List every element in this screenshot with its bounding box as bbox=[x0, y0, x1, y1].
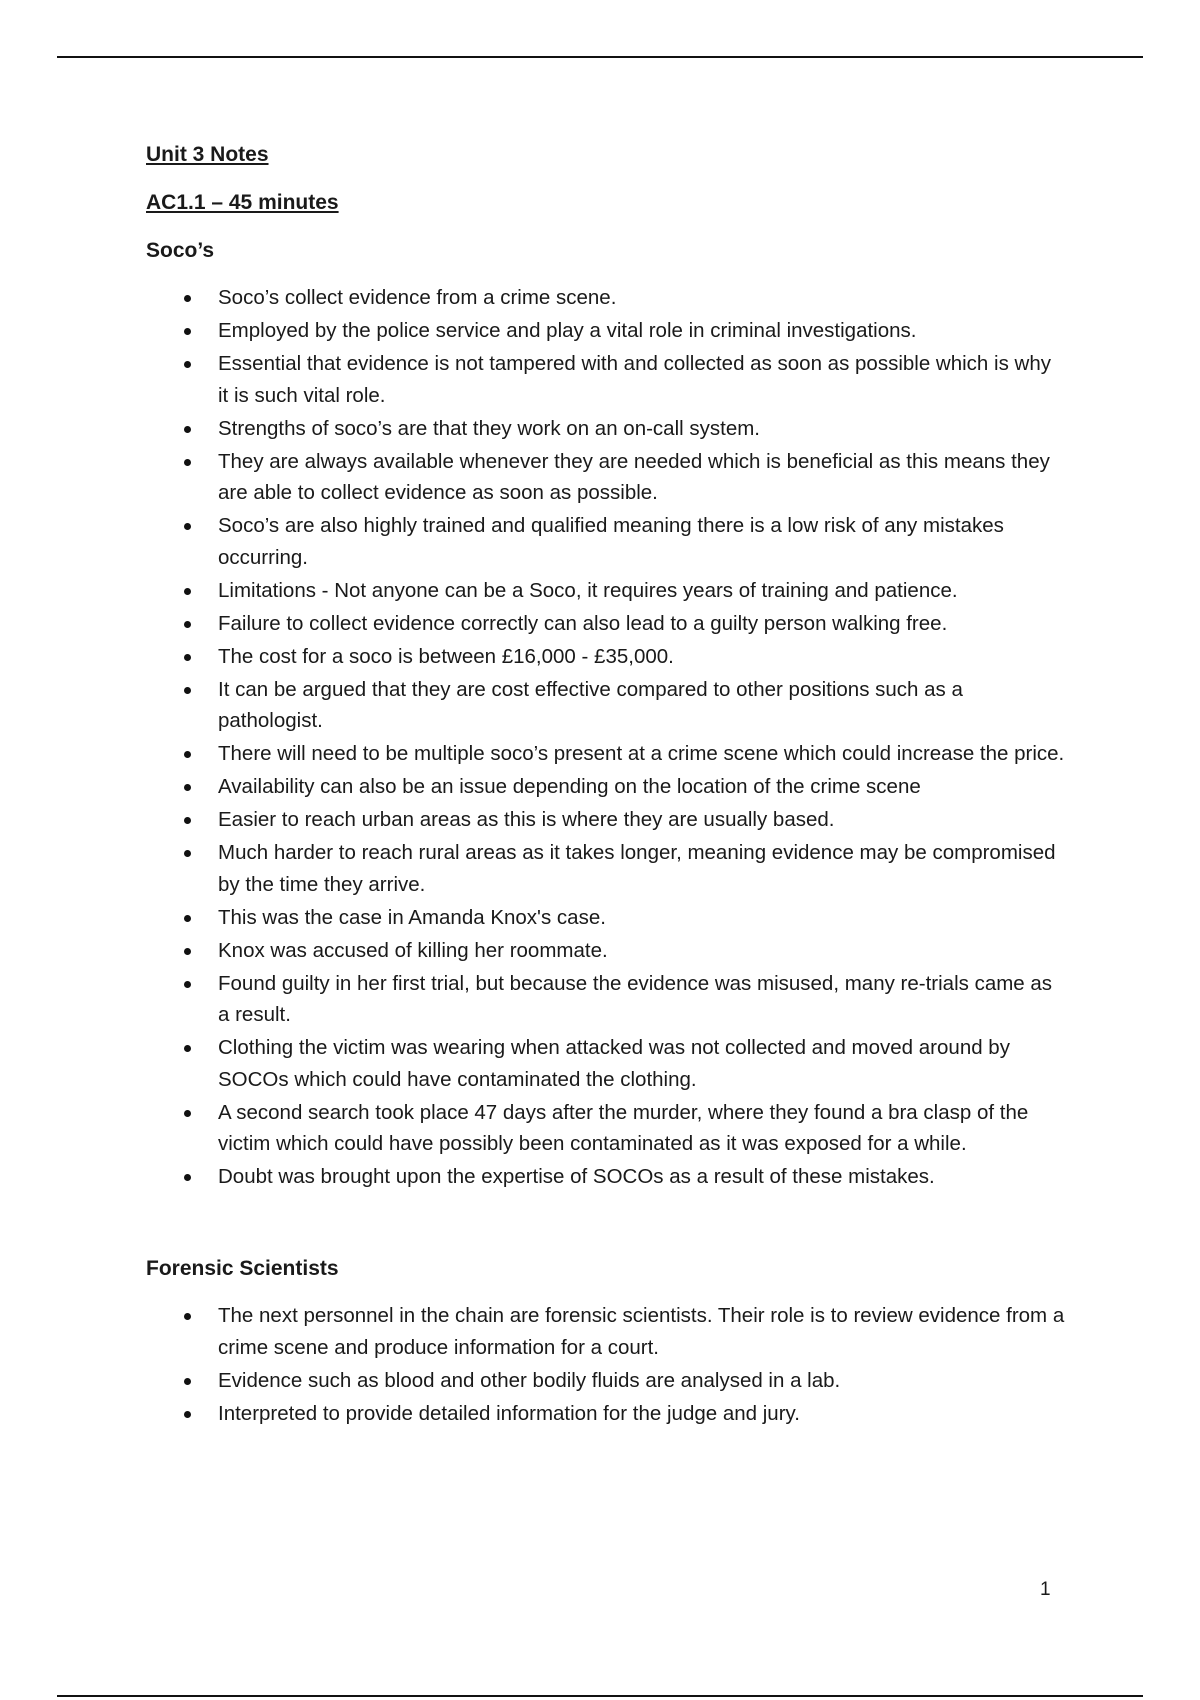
bullet-icon bbox=[184, 523, 191, 530]
bullet-icon bbox=[184, 654, 191, 661]
list-item bbox=[146, 1365, 1066, 1397]
list-item bbox=[146, 282, 1066, 314]
list-item bbox=[146, 902, 1066, 934]
list-item-text: A second search took place 47 days after the murder, where they found a bra clasp of the victim which could have possibly been contaminated as it was exposed for a while. bbox=[218, 1100, 1029, 1155]
document-subtitle: AC1.1 – 45 minutes bbox=[146, 191, 339, 214]
list-item bbox=[146, 1398, 1066, 1430]
bullet-icon bbox=[184, 1174, 191, 1181]
header-rule bbox=[57, 56, 1143, 58]
list-item-text: Failure to collect evidence correctly can also lead to a guilty person walking free. bbox=[218, 611, 948, 635]
bullet-icon bbox=[184, 687, 191, 694]
list-item bbox=[146, 1032, 1066, 1095]
list-item bbox=[146, 510, 1066, 573]
bullet-icon bbox=[184, 459, 191, 466]
list-item-text: Interpreted to provide detailed information for the judge and jury. bbox=[218, 1401, 800, 1425]
socos-bullet-list bbox=[146, 282, 1066, 1193]
bullet-icon bbox=[184, 328, 191, 335]
list-item-text: They are always available whenever they are needed which is beneficial as this means they are able to collect evidence as soon as possible. bbox=[218, 449, 1050, 504]
list-item-text: Easier to reach urban areas as this is where they are usually based. bbox=[218, 808, 835, 831]
list-item bbox=[146, 935, 1066, 967]
list-item-text: Much harder to reach rural areas as it takes longer, meaning evidence may be compromised by the time they arrive. bbox=[218, 841, 1056, 896]
list-item bbox=[146, 738, 1066, 770]
bullet-icon bbox=[184, 1313, 191, 1320]
bullet-icon bbox=[184, 817, 191, 824]
list-item bbox=[146, 1161, 1066, 1193]
list-item-text: Doubt was brought upon the expertise of SOCOs as a result of these mistakes. bbox=[218, 1165, 935, 1188]
list-item-text: Employed by the police service and play a vital role in criminal investigations. bbox=[218, 319, 917, 342]
list-item-text: Evidence such as blood and other bodily fluids are analysed in a lab. bbox=[218, 1368, 841, 1392]
list-item bbox=[146, 771, 1066, 803]
list-item bbox=[146, 348, 1066, 411]
list-item bbox=[146, 674, 1066, 737]
bullet-icon bbox=[184, 751, 191, 758]
list-item-text: Availability can also be an issue depending on the location of the crime scene bbox=[218, 775, 921, 798]
bullet-icon bbox=[184, 981, 191, 988]
bullet-icon bbox=[184, 426, 191, 433]
bullet-icon bbox=[184, 361, 191, 368]
list-item-text: The cost for a soco is between £16,000 - £35,000. bbox=[218, 644, 674, 668]
list-item-text: Limitations - Not anyone can be a Soco, it requires years of training and patience. bbox=[218, 578, 958, 602]
list-item-text: Soco’s collect evidence from a crime scene. bbox=[218, 286, 617, 309]
list-item bbox=[146, 1097, 1066, 1160]
list-item bbox=[146, 641, 1066, 673]
bullet-icon bbox=[184, 1110, 191, 1117]
list-item bbox=[146, 575, 1066, 607]
section-heading-socos: Soco’s bbox=[146, 239, 215, 262]
list-item bbox=[146, 837, 1066, 900]
list-item-text: Essential that evidence is not tampered with and collected as soon as possible which is why it is such vital role. bbox=[218, 352, 1051, 407]
list-item-text: Found guilty in her first trial, but because the evidence was misused, many re-trials came as a result. bbox=[218, 971, 1053, 1026]
list-item bbox=[146, 413, 1066, 445]
list-item bbox=[146, 608, 1066, 640]
bullet-icon bbox=[184, 621, 191, 628]
bullet-icon bbox=[184, 784, 191, 791]
footer-rule bbox=[57, 1695, 1143, 1697]
bullet-icon bbox=[184, 588, 191, 595]
bullet-icon bbox=[184, 1045, 191, 1052]
section-heading-forensic-scientists: Forensic Scientists bbox=[146, 1257, 339, 1280]
bullet-icon bbox=[184, 1411, 191, 1418]
bullet-icon bbox=[184, 915, 191, 922]
list-item-text: This was the case in Amanda Knox's case. bbox=[218, 905, 606, 929]
list-item-text: The next personnel in the chain are forensic scientists. Their role is to review evidence from a crime scene and produce information for a court. bbox=[218, 1304, 1065, 1359]
list-item-text: Strengths of soco’s are that they work on an on-call system. bbox=[218, 416, 760, 440]
bullet-icon bbox=[184, 948, 191, 955]
list-item-text: There will need to be multiple soco’s present at a crime scene which could increase the price. bbox=[218, 742, 1065, 765]
list-item-text: Clothing the victim was wearing when attacked was not collected and moved around by SOCOs which could have contaminated the clothing. bbox=[218, 1036, 1010, 1091]
bullet-icon bbox=[184, 1378, 191, 1385]
list-item bbox=[146, 968, 1066, 1031]
section-spacer bbox=[146, 1194, 1066, 1256]
document-body bbox=[146, 142, 1066, 1431]
list-item bbox=[146, 446, 1066, 509]
list-item-text: Knox was accused of killing her roommate. bbox=[218, 938, 608, 962]
document-title: Unit 3 Notes bbox=[146, 143, 269, 166]
bullet-icon bbox=[184, 850, 191, 857]
list-item bbox=[146, 1300, 1066, 1363]
bullet-icon bbox=[184, 295, 191, 302]
list-item-text: It can be argued that they are cost effective compared to other positions such as a pathologist. bbox=[218, 677, 963, 732]
list-item-text: Soco’s are also highly trained and qualified meaning there is a low risk of any mistakes occurring. bbox=[218, 514, 1004, 569]
forensic-scientists-bullet-list bbox=[146, 1300, 1066, 1429]
list-item bbox=[146, 315, 1066, 347]
list-item bbox=[146, 804, 1066, 836]
page-number: 1 bbox=[1040, 1579, 1051, 1600]
